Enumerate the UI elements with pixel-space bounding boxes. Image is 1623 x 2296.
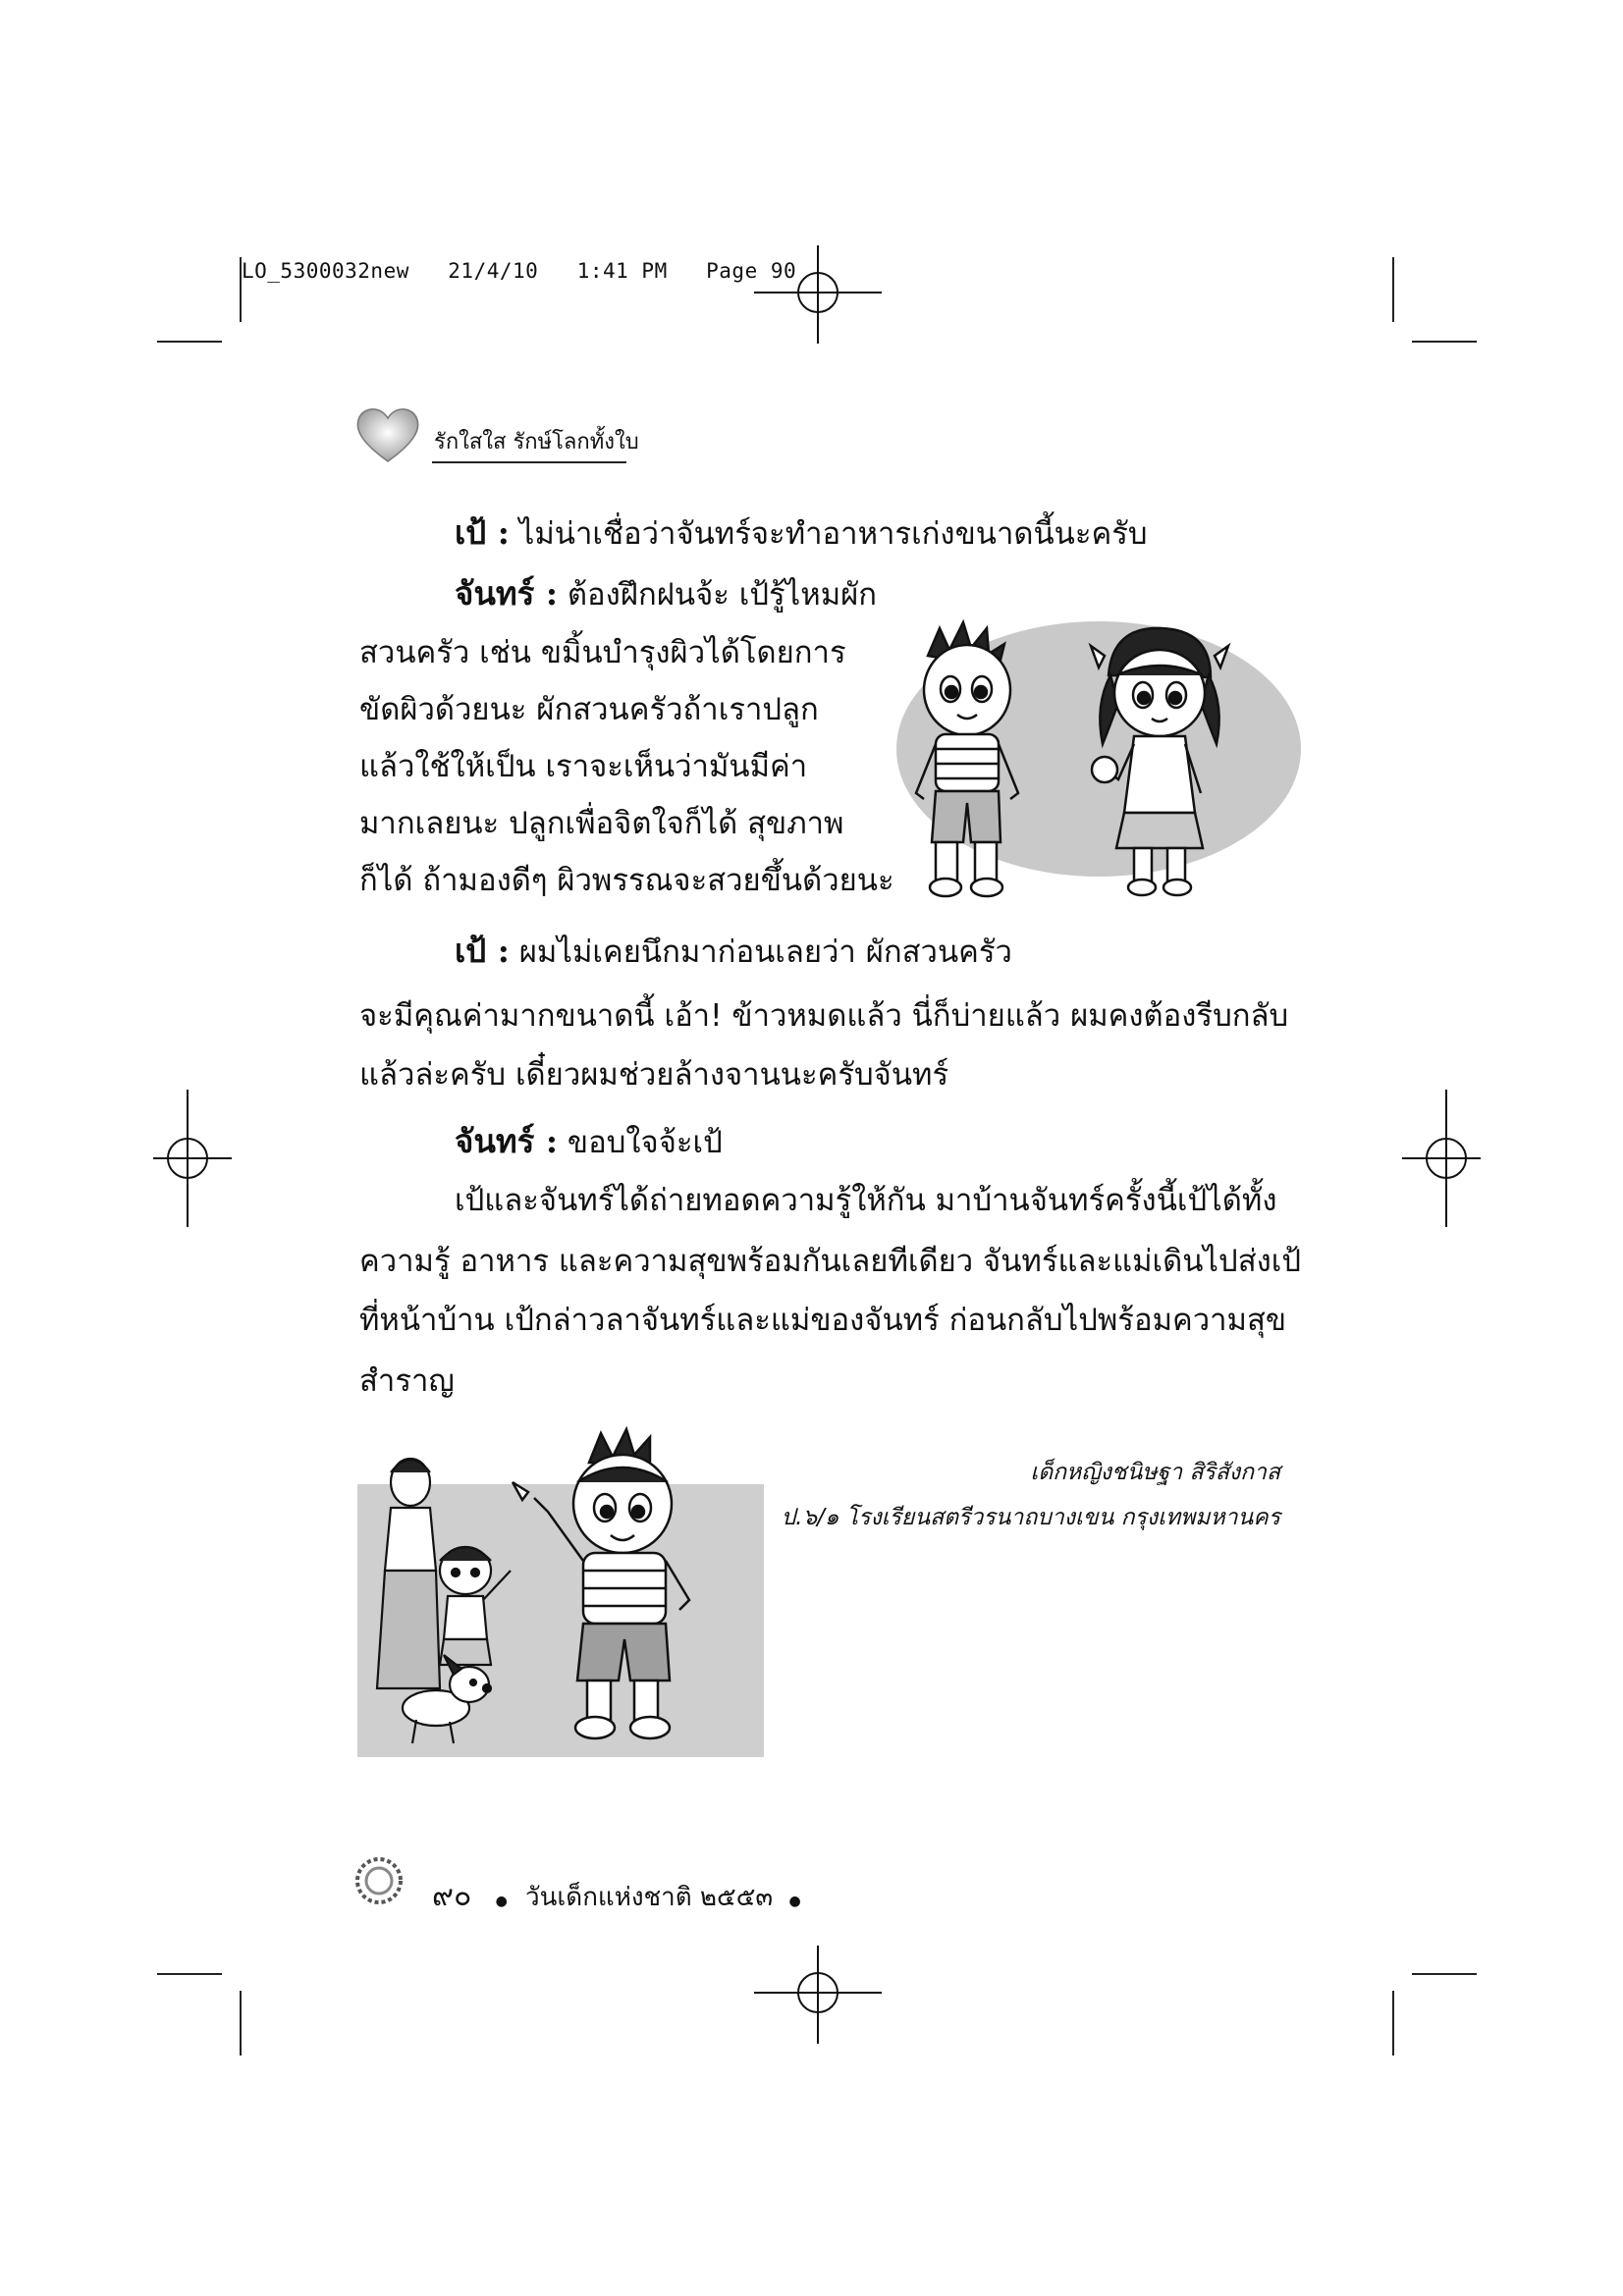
dialogue-text: ไม่น่าเชื่อว่าจันทร์จะทำอาหารเก่งขนาดนี้นะครับ — [509, 516, 1148, 552]
dialogue-continuation: จะมีคุณค่ามากขนาดนี้ เอ้า! ข้าวหมดแล้ว นี่ก็บ่ายแล้ว ผมคงต้องรีบกลับ — [359, 998, 1289, 1034]
dialogue-continuation: สวนครัว เช่น ขมิ้นบำรุงผิวได้โดยการ — [359, 635, 846, 670]
crop-mark-top-right-h — [1412, 341, 1477, 343]
dialogue-line-2 — [455, 569, 877, 619]
dialogue-text: ผมไม่เคยนึกมาก่อนเลยว่า ผักสวนครัว — [509, 934, 1012, 970]
dialogue-line-3 — [455, 927, 1012, 977]
print-slug: LO_5300032new 21/4/10 1:41 PM Page 90 — [242, 259, 797, 283]
page-number: ๙๐ — [432, 1879, 472, 1913]
header-rule — [432, 461, 626, 463]
crop-mark-bottom-right-h — [1412, 1973, 1477, 1975]
dialogue-continuation: แล้วล่ะครับ เดี๋ยวผมช่วยล้างจานนะครับจันทร์ — [359, 1057, 949, 1093]
footer-bullet: ● — [788, 1894, 801, 1909]
family-farewell-illustration — [355, 1423, 778, 1787]
crop-mark-bottom-left-h — [157, 1973, 222, 1975]
author-school: ป.๖/๑ โรงเรียนสตรีวรนาถบางเขน กรุงเทพมหานคร — [781, 1505, 1280, 1530]
children-illustration — [877, 607, 1301, 901]
author-name: เด็กหญิงชนิษฐา สิริสังกาส — [1030, 1460, 1280, 1485]
dialogue-continuation: ขัดผิวด้วยนะ ผักสวนครัวถ้าเราปลูก — [359, 692, 819, 727]
crop-mark-bottom-left-v — [240, 1991, 242, 2056]
speaker-pae: เป้ : — [455, 513, 510, 552]
dialogue-continuation: มากเลยนะ ปลูกเพื่อจิตใจก็ได้ สุขภาพ — [359, 806, 844, 841]
narration-line: เป้และจันทร์ได้ถ่ายทอดความรู้ให้กัน มาบ้านจันทร์ครั้งนี้เป้ได้ทั้ง — [455, 1183, 1277, 1218]
dialogue-text: ต้องฝึกฝนจ้ะ เป้รู้ไหมผัก — [558, 577, 878, 613]
book-title: วันเด็กแห่งชาติ ๒๕๕๓ — [525, 1883, 774, 1912]
dialogue-line-4 — [455, 1117, 723, 1167]
registration-mark-icon — [153, 1090, 232, 1227]
crop-mark-bottom-right-v — [1392, 1991, 1394, 2056]
dialogue-line-1 — [455, 508, 1148, 559]
page-footer — [432, 1873, 801, 1919]
dialogue-continuation: แล้วใช้ให้เป็น เราจะเห็นว่ามันมีค่า — [359, 749, 808, 784]
heart-icon — [353, 404, 422, 465]
narration-line: ความรู้ อาหาร และความสุขพร้อมกันเลยทีเดียว จันทร์และแม่เดินไปส่งเป้ — [359, 1244, 1302, 1279]
footer-bullet: ● — [495, 1894, 508, 1909]
narration-line: ที่หน้าบ้าน เป้กล่าวลาจันทร์และแม่ของจันทร์ ก่อนกลับไปพร้อมความสุข — [359, 1303, 1287, 1338]
wreath-logo-icon — [353, 1855, 405, 1906]
dialogue-continuation: ก็ได้ ถ้ามองดีๆ ผิวพรรณจะสวยขึ้นด้วยนะ — [359, 863, 894, 898]
speaker-pae: เป้ : — [455, 932, 510, 970]
narration-line: สำราญ — [359, 1363, 455, 1399]
registration-mark-icon — [1402, 1090, 1481, 1227]
speaker-chan: จันทร์ : — [455, 1122, 559, 1160]
running-title: รักใสใส รักษ์โลกทั้งใบ — [434, 430, 639, 454]
registration-mark-icon — [754, 1946, 882, 2044]
crop-mark-top-left-h — [157, 341, 222, 343]
speaker-chan: จันทร์ : — [455, 574, 559, 613]
dialogue-text: ขอบใจจ้ะเป้ — [558, 1125, 723, 1160]
crop-mark-top-right-v — [1392, 257, 1394, 322]
